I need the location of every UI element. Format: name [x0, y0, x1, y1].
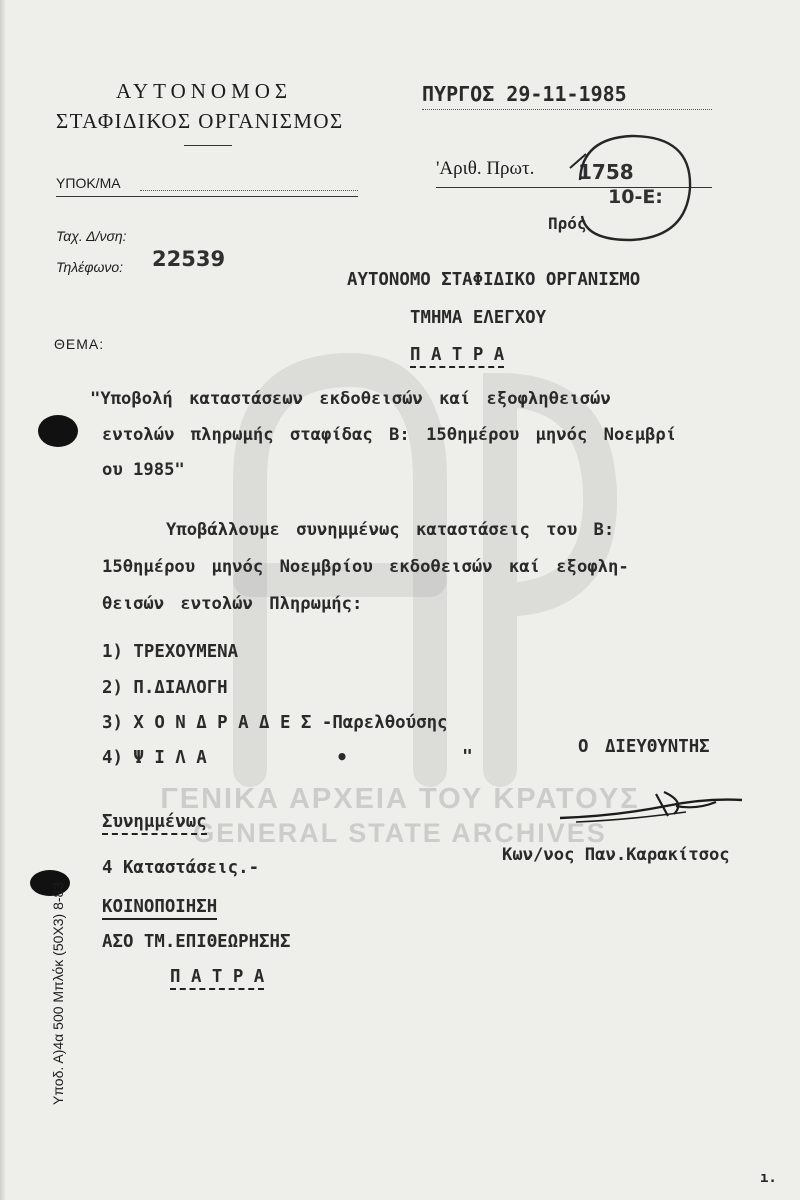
notification-label: ΚΟΙΝΟΠΟΙΗΣΗ	[102, 897, 217, 920]
subdept-dotted-line	[140, 190, 358, 191]
list-item-4: 4) Ψ Ι Λ Α	[102, 748, 207, 768]
recipient-line-3: Π Α Τ Ρ Α	[410, 345, 504, 368]
attachments-value: 4 Καταστάσεις.-	[102, 858, 260, 878]
margin-print-code: Υποδ. Α)4α 500 Μπλόκ (50Χ3) 8-83	[50, 881, 66, 1105]
org-rule	[184, 145, 232, 146]
body-line-1: Υποβάλλουμε συνημμένως καταστάσεις του Β:	[166, 520, 615, 540]
signatory-title: Ο ΔΙΕΥΘΥΝΤΗΣ	[578, 737, 710, 757]
ditto-dot: •	[336, 745, 349, 769]
notification-line-2: Π Α Τ Ρ Α	[170, 967, 264, 990]
list-item-2: 2) Π.ΔΙΑΛΟΓΗ	[102, 678, 228, 698]
corner-mark: ı.	[760, 1170, 777, 1186]
phone-value: 22539	[152, 247, 226, 271]
to-label: Πρός	[548, 214, 587, 233]
list-item-3: 3) Χ Ο Ν Δ Ρ Α Δ Ε Σ -Παρελθούσης	[102, 713, 448, 733]
ditto-mark: "	[462, 746, 473, 767]
watermark-line-1: ΓΕΝΙΚΑ ΑΡΧΕΙΑ ΤΟΥ ΚΡΑΤΟΥΣ	[160, 783, 640, 815]
protocol-number: 1758	[578, 160, 634, 184]
date-dotted-line	[422, 109, 712, 110]
body-line-3: θεισών εντολών Πληρωμής:	[102, 594, 363, 614]
protocol-code: 10-Ε:	[608, 186, 663, 208]
subject-line-2: εντολών πληρωμής σταφίδας Β: 15θημέρου μηνός Νοεμβρί	[102, 425, 677, 445]
watermark-line-2: GENERAL STATE ARCHIVES	[193, 818, 607, 848]
ink-blot	[38, 415, 78, 447]
page-edge-shadow	[0, 0, 6, 1200]
postal-address-label: Ταχ. Δ/νση:	[56, 228, 127, 244]
protocol-label: 'Αριθ. Πρωτ.	[436, 158, 535, 179]
recipient-line-2: ΤΜΗΜΑ ΕΛΕΓΧΟΥ	[410, 308, 547, 328]
body-line-2: 15θημέρου μηνός Νοεμβρίου εκδοθεισών καί εξοφλη-	[102, 557, 629, 577]
attachments-label: Συνημμένως	[102, 812, 207, 835]
subdept-rule	[56, 196, 358, 197]
subject-line-3: ου 1985"	[102, 460, 185, 480]
subdept-label: ΥΠΟΚ/ΜΑ	[56, 175, 121, 191]
notification-line-1: ΑΣΟ ΤΜ.ΕΠΙΘΕΩΡΗΣΗΣ	[102, 932, 291, 952]
recipient-line-1: ΑΥΤΟΝΟΜΟ ΣΤΑΦΙΔΙΚΟ ΟΡΓΑΝΙΣΜΟ	[347, 270, 641, 290]
list-item-1: 1) ΤΡΕΧΟΥΜΕΝΑ	[102, 642, 239, 662]
org-name-line-2: ΣΤΑΦΙΔΙΚΟΣ ΟΡΓΑΝΙΣΜΟΣ	[56, 109, 344, 133]
handwritten-signature	[556, 786, 746, 830]
subject-line-1: "Υποβολή καταστάσεων εκδοθεισών καί εξοφληθεισών	[90, 389, 611, 409]
phone-label: Τηλέφωνο:	[56, 259, 124, 275]
org-name-line-1: ΑΥΤΟΝΟΜΟΣ	[116, 79, 293, 103]
signatory-name: Κων/νος Παν.Καρακίτσος	[502, 845, 730, 865]
place-date: ΠΥΡΓΟΣ 29-11-1985	[422, 82, 627, 106]
subject-label: ΘΕΜΑ:	[54, 336, 105, 352]
